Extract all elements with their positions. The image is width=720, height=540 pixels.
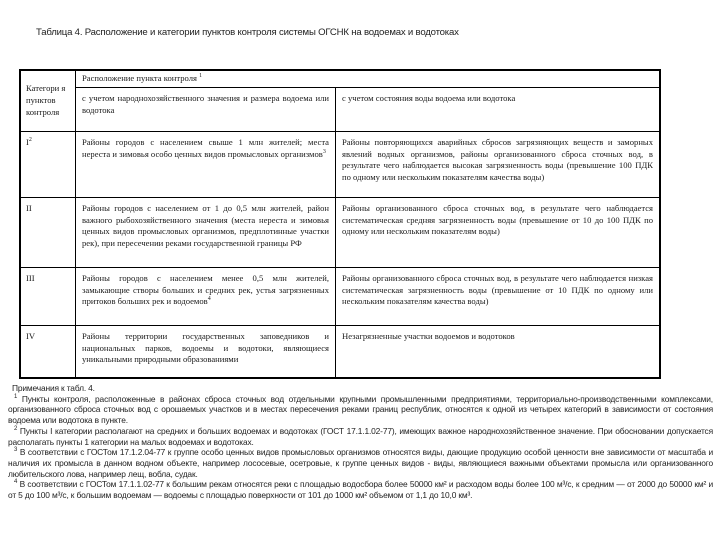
importance-text: Районы городов с населением свыше 1 млн жителей; места нереста и зимовья особо ценных видов промысловых организмов xyxy=(82,136,329,159)
category-cell xyxy=(20,131,76,197)
footnote-ref: 4 xyxy=(207,296,211,303)
importance-text: Районы городов с населением от 1 до 0,5 млн жителей, район важного рыбохозяйственного значения (места нереста и зимовья ценных видов промысловых организмов, предплотинные участки рек), при пересечении реками государственной границы РФ xyxy=(82,202,329,249)
note-item xyxy=(8,394,713,426)
control-points-table xyxy=(19,69,661,379)
table-caption: Таблица 4. Расположение и категории пунктов контроля системы ОГСНК на водоемах и водотоках xyxy=(36,27,459,38)
note-item xyxy=(8,447,713,479)
water-state-cell: Районы организованного сброса сточных вод, в результате чего наблюдается низкая систематическая загрязненность воды (превышение от 10 ПДК по одному или нескольким показателям качества воды) xyxy=(336,267,661,325)
footnote-marker: 2 xyxy=(14,426,18,433)
footnote-marker: 3 xyxy=(14,447,18,454)
subheader-by-importance: с учетом народнохозяйственного значения и размера водоема или водотока xyxy=(76,87,336,131)
note-text: В соответствии с ГОСТом 17.1.1.02-77 к большим рекам относятся реки с площадью водосбора более 50000 км² и расходом воды более 100 м³/с, к средним — от 2000 до 50000 км² и от 5 до 100 м³/с, к большим водоемам — водоемы с площадью поверхности от 101 до 1000 км² объемом от 1,1 до 10,0 км³. xyxy=(8,479,713,501)
category-label: IV xyxy=(26,330,36,341)
table-subheader-row xyxy=(20,87,660,131)
footnote-marker: 1 xyxy=(14,393,18,400)
water-state-cell: Районы организованного сброса сточных вод, в результате чего наблюдается систематическая средняя загрязненность воды (превышение от 10 до 100 ПДК по одному или нескольким показателям воды) xyxy=(336,197,661,267)
importance-cell xyxy=(76,325,336,378)
category-header-label: Категори я пунктов контроля xyxy=(26,83,66,117)
footnote-ref: 1 xyxy=(199,73,203,80)
category-label: II xyxy=(26,202,32,213)
category-label: I xyxy=(26,136,29,147)
location-group-header xyxy=(76,70,661,87)
importance-cell xyxy=(76,131,336,197)
table-row xyxy=(20,325,660,378)
table-row xyxy=(20,131,660,197)
category-label: III xyxy=(26,272,35,283)
importance-cell xyxy=(76,267,336,325)
importance-text: Районы городов с населением менее 0,5 млн жителей, замыкающие створы больших и средних рек, устья загрязненных притоков больших рек и водоемов xyxy=(82,272,329,307)
category-cell xyxy=(20,325,76,378)
note-item xyxy=(8,479,713,500)
footnote-ref: 2 xyxy=(28,136,32,143)
note-text: Пункты контроля, расположенные в районах сброса сточных вод отдельными крупными промышленными предприятиями, территориально-производственными комплексами, организованного сброса сточных вод с орошаемых участков и в местах пересечения реками границ республик, относятся к одной из четырех категорий в зависимости от состояния водоема или водотока в пункте. xyxy=(8,393,713,426)
notes-heading: Примечания к табл. 4. xyxy=(12,383,95,393)
note-text: В соответствии с ГОСТом 17.1.2.04-77 к группе особо ценных видов промысловых организмов относятся виды, дающие продукцию особой ценности вне зависимости от масштаба и наличия их промысла в данном водном объекте, например лососевые, осетровые, к группе ценных видов - виды, являющиеся важными объектами промысла или организованного любительского лова, например лещ, вобла, судак. xyxy=(8,447,713,479)
note-item xyxy=(8,426,713,447)
category-cell xyxy=(20,197,76,267)
footnote-marker: 4 xyxy=(14,479,18,486)
subheader-by-water-state: с учетом состояния воды водоема или водотока xyxy=(336,87,661,131)
table-header-row xyxy=(20,70,660,87)
importance-text: Районы территории государственных заповедников и национальных парков, водоемы и водотоки, являющиеся уникальными природными образованиями xyxy=(82,330,329,365)
category-cell xyxy=(20,267,76,325)
water-state-cell: Незагрязненные участки водоемов и водотоков xyxy=(336,325,661,378)
location-group-label: Расположение пункта контроля xyxy=(82,73,197,83)
table-row xyxy=(20,197,660,267)
table-row xyxy=(20,267,660,325)
category-column-header xyxy=(20,70,76,131)
footnote-ref: 3 xyxy=(322,148,326,155)
note-text: Пункты I категории располагают на средних и больших водоемах и водотоках (ГОСТ 17.1.1.02-77), имеющих важное народнохозяйственное значение. При обосновании допускается располагать пункты 1 категории на малых водоемах и водотоках. xyxy=(8,425,713,447)
importance-cell xyxy=(76,197,336,267)
table-notes xyxy=(8,383,713,501)
water-state-cell: Районы повторяющихся аварийных сбросов загрязняющих веществ и заморных явлений водных организмов, районы организованного сброса сточных вод, в результате чего наблюдается высокая загрязненность воды (превышение 100 ПДК по одному или нескольким показателям качества воды) xyxy=(336,131,661,197)
